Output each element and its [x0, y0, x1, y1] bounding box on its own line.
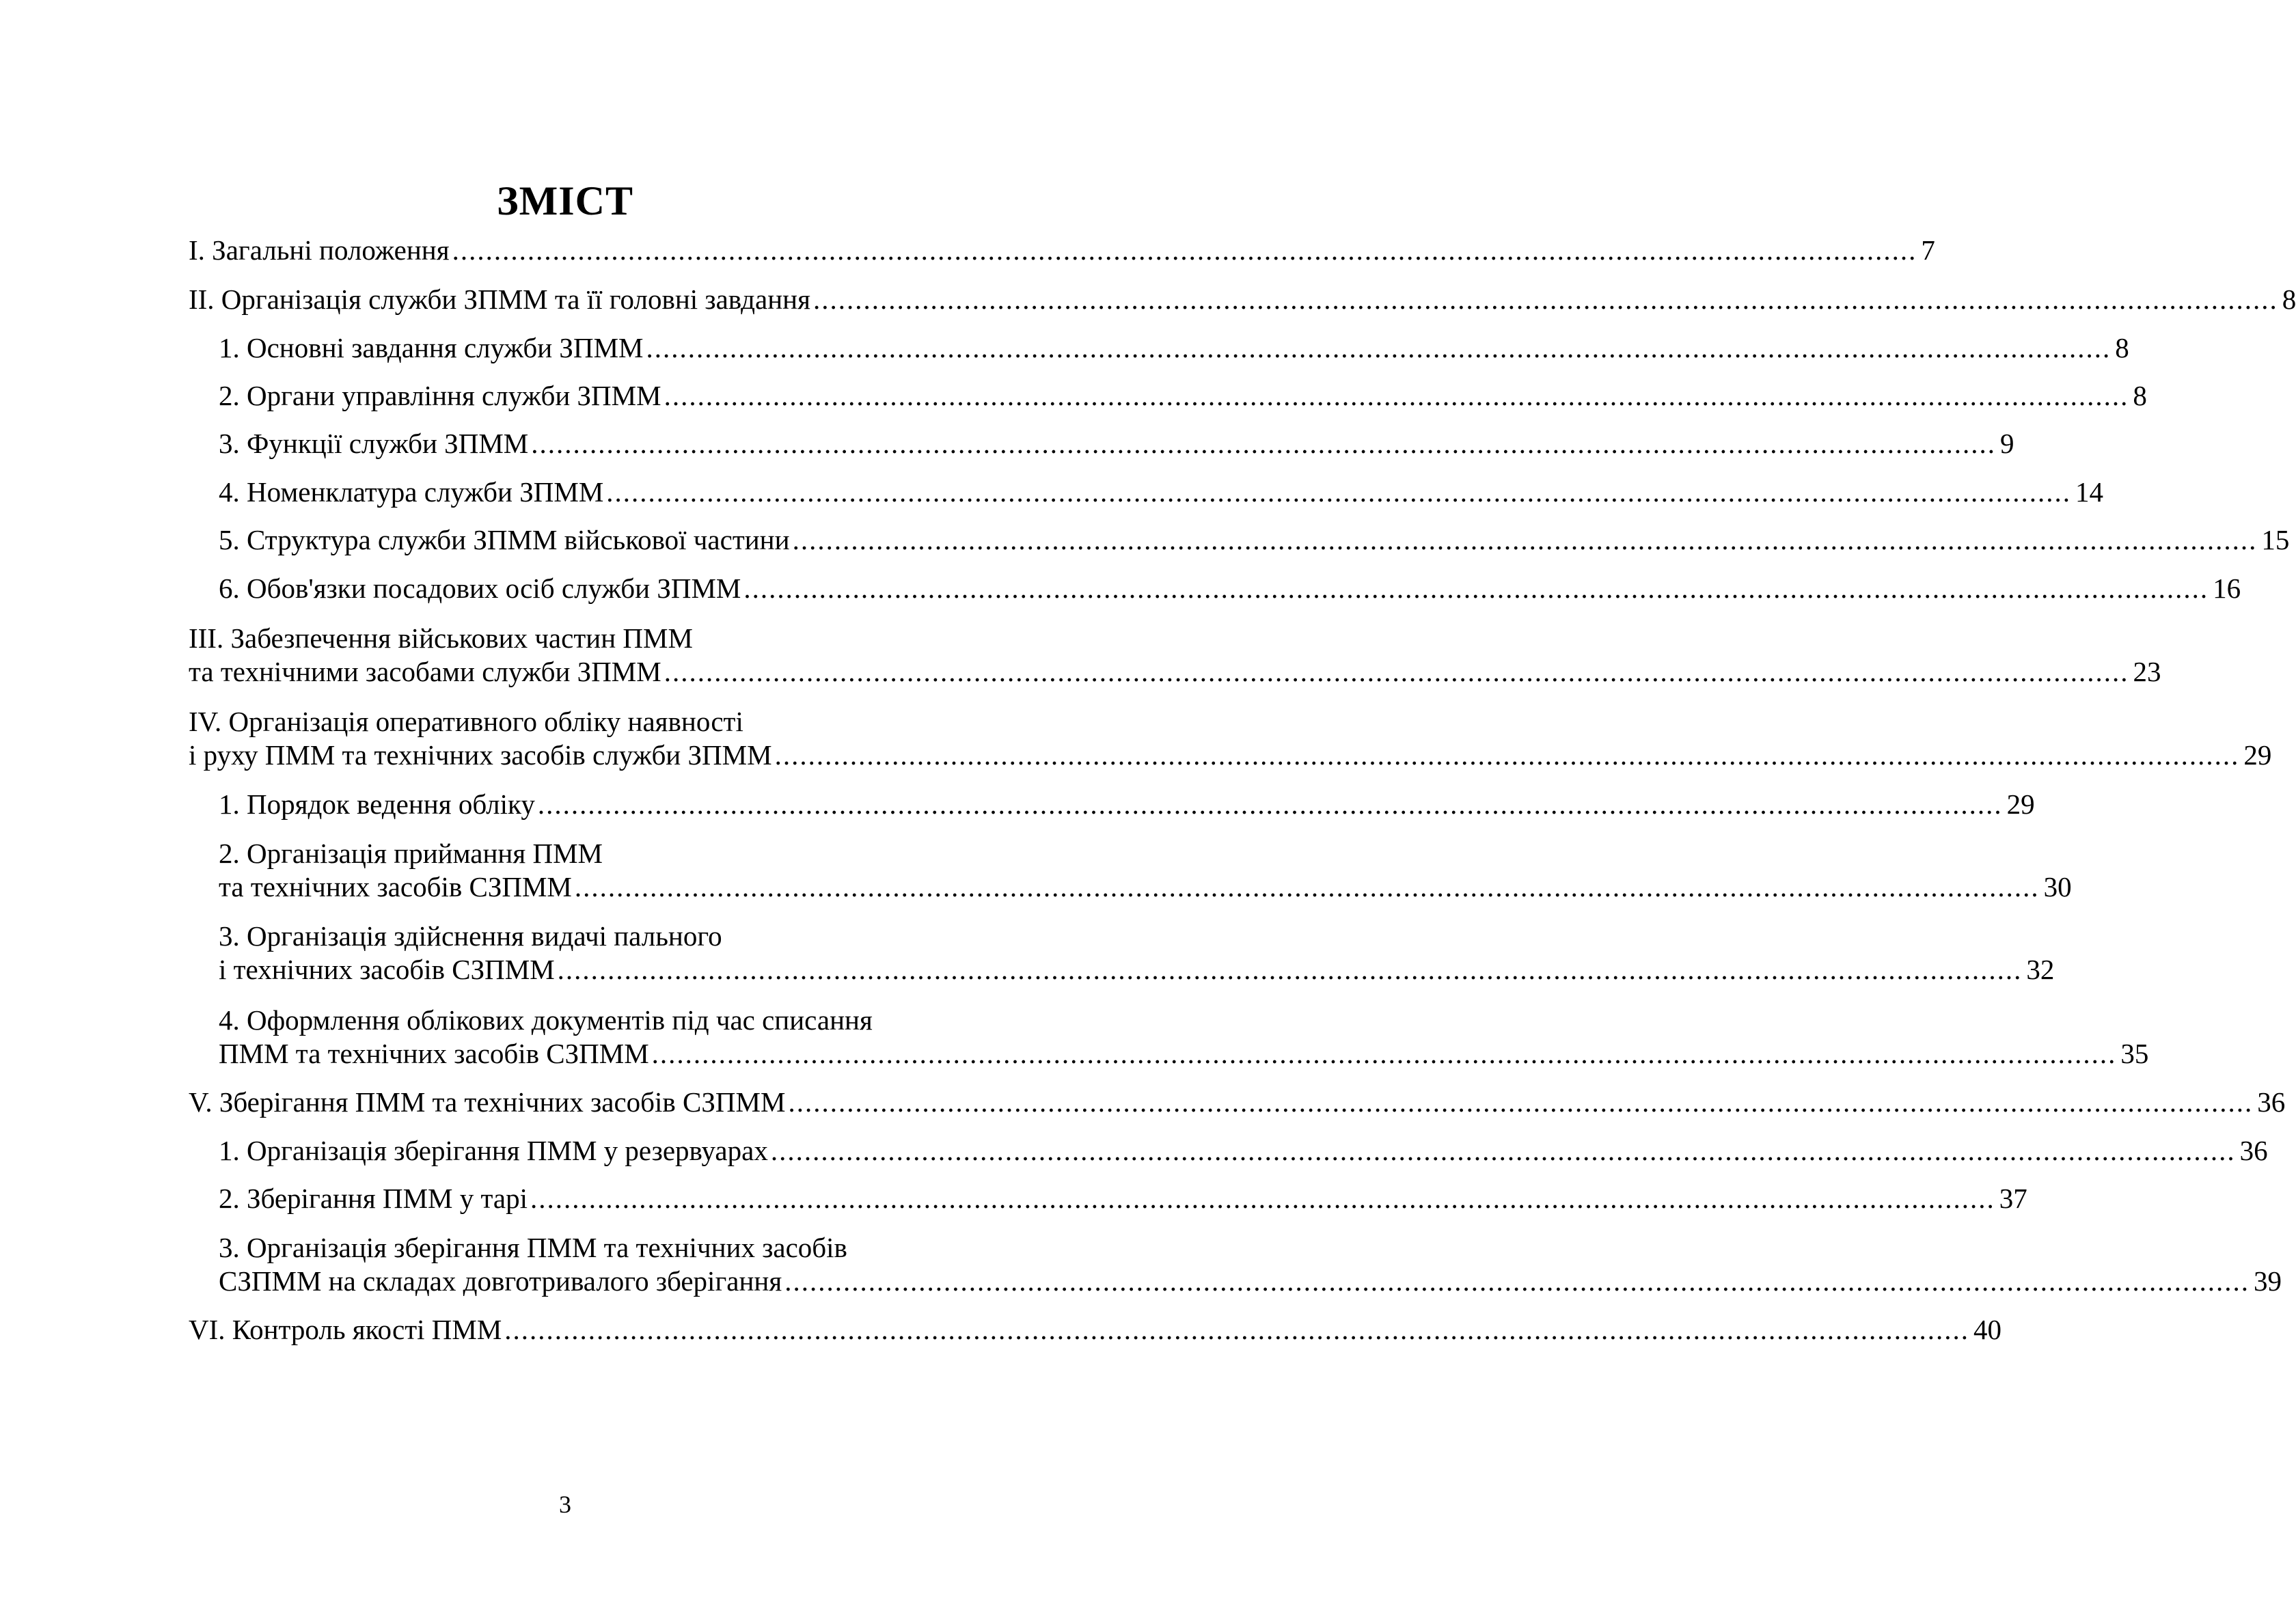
- toc-subentry[interactable]: [219, 837, 2072, 904]
- toc-entry-page: 7: [1921, 234, 1935, 266]
- toc-entry-title: I. Загальні положення: [189, 234, 450, 266]
- toc-subentry[interactable]: [219, 1231, 2282, 1298]
- dot-leader: ...............................................................................................................................................................................: [743, 573, 2209, 604]
- dot-leader: ...............................................................................................................................................................................: [664, 380, 2129, 411]
- toc-entry-line: [219, 953, 2055, 987]
- toc-subentry[interactable]: [219, 523, 2290, 557]
- dot-leader: ...............................................................................................................................................................................: [784, 1265, 2250, 1297]
- dot-leader: ...............................................................................................................................................................................: [452, 234, 1917, 266]
- toc-subentry[interactable]: [219, 476, 2104, 509]
- toc-subentry[interactable]: [219, 1182, 2027, 1215]
- dot-leader: ...............................................................................................................................................................................: [664, 656, 2129, 687]
- toc-entry-line: [219, 788, 2035, 821]
- toc-entry-title: II. Організація служби ЗПММ та її головні завдання: [189, 284, 810, 315]
- toc-subentry[interactable]: [219, 1134, 2268, 1168]
- toc-entry-page: 16: [2213, 573, 2241, 604]
- toc-entry-line: [219, 1265, 2282, 1298]
- toc-entry-title-line1: 4. Оформлення облікових документів під час списання: [219, 1004, 873, 1036]
- toc-entry-page: 36: [2239, 1135, 2268, 1166]
- toc-entry-page: 8: [2115, 332, 2129, 363]
- toc-entry-title: 5. Структура служби ЗПММ військової частини: [219, 524, 790, 555]
- toc-entry-page: 36: [2257, 1086, 2286, 1118]
- page-number: 3: [559, 1491, 571, 1518]
- toc-entry-title-line1: III. Забезпечення військових частин ПММ: [189, 622, 693, 654]
- toc-entry-page: 37: [1999, 1183, 2027, 1214]
- toc-entry-line: [219, 379, 2147, 413]
- dot-leader: ...............................................................................................................................................................................: [530, 1183, 1995, 1214]
- toc-entry-line: [219, 572, 2241, 605]
- dot-leader: ...............................................................................................................................................................................: [812, 284, 2278, 315]
- dot-leader: ...............................................................................................................................................................................: [531, 428, 1996, 459]
- toc-entry-title: 3. Функції служби ЗПММ: [219, 428, 529, 459]
- toc-entry-title: 1. Основні завдання служби ЗПММ: [219, 332, 644, 363]
- toc-entry-title: та технічними засобами служби ЗПММ: [189, 656, 661, 687]
- toc-entry-title: ПММ та технічних засобів СЗПММ: [219, 1038, 649, 1069]
- dot-leader: ...............................................................................................................................................................................: [557, 954, 2023, 985]
- dot-leader: ...............................................................................................................................................................................: [774, 739, 2240, 771]
- toc-entry-title: 2. Зберігання ПММ у тарі: [219, 1183, 528, 1214]
- toc-entry[interactable]: [189, 234, 1935, 267]
- toc-entry-line: [219, 476, 2104, 509]
- toc-entry-page: 29: [2243, 739, 2272, 771]
- dot-leader: ...............................................................................................................................................................................: [606, 476, 2072, 508]
- toc-entry-title: 2. Органи управління служби ЗПММ: [219, 380, 661, 411]
- toc-entry-title: і технічних засобів СЗПММ: [219, 954, 555, 985]
- toc-entry-line: [189, 739, 2272, 772]
- toc-entry-line: [189, 234, 1935, 267]
- toc-entry-page: 9: [2000, 428, 2014, 459]
- toc-entry-page: 39: [2253, 1265, 2282, 1297]
- toc-subentry[interactable]: [219, 788, 2035, 821]
- toc-entry-line: [219, 427, 2014, 460]
- toc-subentry[interactable]: [219, 331, 2129, 365]
- toc-entry-page: 8: [2133, 380, 2147, 411]
- dot-leader: ...............................................................................................................................................................................: [646, 332, 2112, 363]
- toc-subentry[interactable]: [219, 920, 2055, 987]
- toc-entry-line: [219, 1037, 2149, 1071]
- toc-entry-title-line1: 3. Організація зберігання ПММ та технічних засобів: [219, 1232, 847, 1263]
- dot-leader: ...............................................................................................................................................................................: [651, 1038, 2117, 1069]
- toc-entry-title: і руху ПММ та технічних засобів служби ЗПММ: [189, 739, 772, 771]
- toc-entry-line: [189, 283, 2296, 316]
- toc-entry-page: 8: [2282, 284, 2296, 315]
- toc-entry-title: та технічних засобів СЗПММ: [219, 871, 572, 903]
- dot-leader: ...............................................................................................................................................................................: [537, 788, 2003, 820]
- toc-entry-page: 15: [2261, 524, 2290, 555]
- toc-entry-line: [219, 331, 2129, 365]
- toc-entry-page: 40: [1973, 1314, 2002, 1345]
- dot-leader: ...............................................................................................................................................................................: [792, 524, 2258, 555]
- toc-subentry[interactable]: [219, 379, 2147, 413]
- toc-entry-line: [189, 655, 2161, 689]
- toc-subentry[interactable]: [219, 572, 2241, 605]
- toc-entry[interactable]: [189, 622, 2161, 689]
- toc-entry[interactable]: [189, 283, 2296, 316]
- dot-leader: ...............................................................................................................................................................................: [504, 1314, 1970, 1345]
- toc-entry-page: 14: [2075, 476, 2104, 508]
- toc-entry-page: 32: [2026, 954, 2055, 985]
- toc-entry-title: VI. Контроль якості ПММ: [189, 1314, 502, 1345]
- toc-entry-line: [189, 1086, 2286, 1119]
- toc-entry[interactable]: [189, 1313, 2002, 1347]
- toc-entry-title-line1: IV. Організація оперативного обліку наявності: [189, 706, 743, 737]
- toc-entry-title: СЗПММ на складах довготривалого зберігання: [219, 1265, 782, 1297]
- toc-entry-title: 6. Обов'язки посадових осіб служби ЗПММ: [219, 573, 741, 604]
- toc-entry-title: 1. Порядок ведення обліку: [219, 788, 535, 820]
- toc-entry-title: V. Зберігання ПММ та технічних засобів СЗПММ: [189, 1086, 786, 1118]
- dot-leader: ...............................................................................................................................................................................: [574, 871, 2040, 903]
- toc-entry-line: [219, 870, 2072, 904]
- toc-entry-title-line1: 3. Організація здійснення видачі пального: [219, 920, 722, 952]
- toc-subentry[interactable]: [219, 1004, 2149, 1071]
- page-title: ЗМІСТ: [497, 178, 633, 223]
- dot-leader: ...............................................................................................................................................................................: [770, 1135, 2236, 1166]
- toc-entry-page: 35: [2120, 1038, 2149, 1069]
- dot-leader: ...............................................................................................................................................................................: [788, 1086, 2254, 1118]
- toc-entry-line: [189, 1313, 2002, 1347]
- toc-entry-page: 23: [2133, 656, 2161, 687]
- toc-entry-page: 29: [2006, 788, 2035, 820]
- toc-subentry[interactable]: [219, 427, 2014, 460]
- toc-entry-title: 4. Номенклатура служби ЗПММ: [219, 476, 604, 508]
- toc-entry[interactable]: [189, 705, 2272, 772]
- toc-entry[interactable]: [189, 1086, 2286, 1119]
- toc-entry-title-line1: 2. Організація приймання ПММ: [219, 838, 603, 869]
- toc-entry-title: 1. Організація зберігання ПММ у резервуарах: [219, 1135, 768, 1166]
- toc-entry-line: [219, 523, 2290, 557]
- toc-entry-line: [219, 1182, 2027, 1215]
- toc-entry-page: 30: [2043, 871, 2072, 903]
- toc-entry-line: [219, 1134, 2268, 1168]
